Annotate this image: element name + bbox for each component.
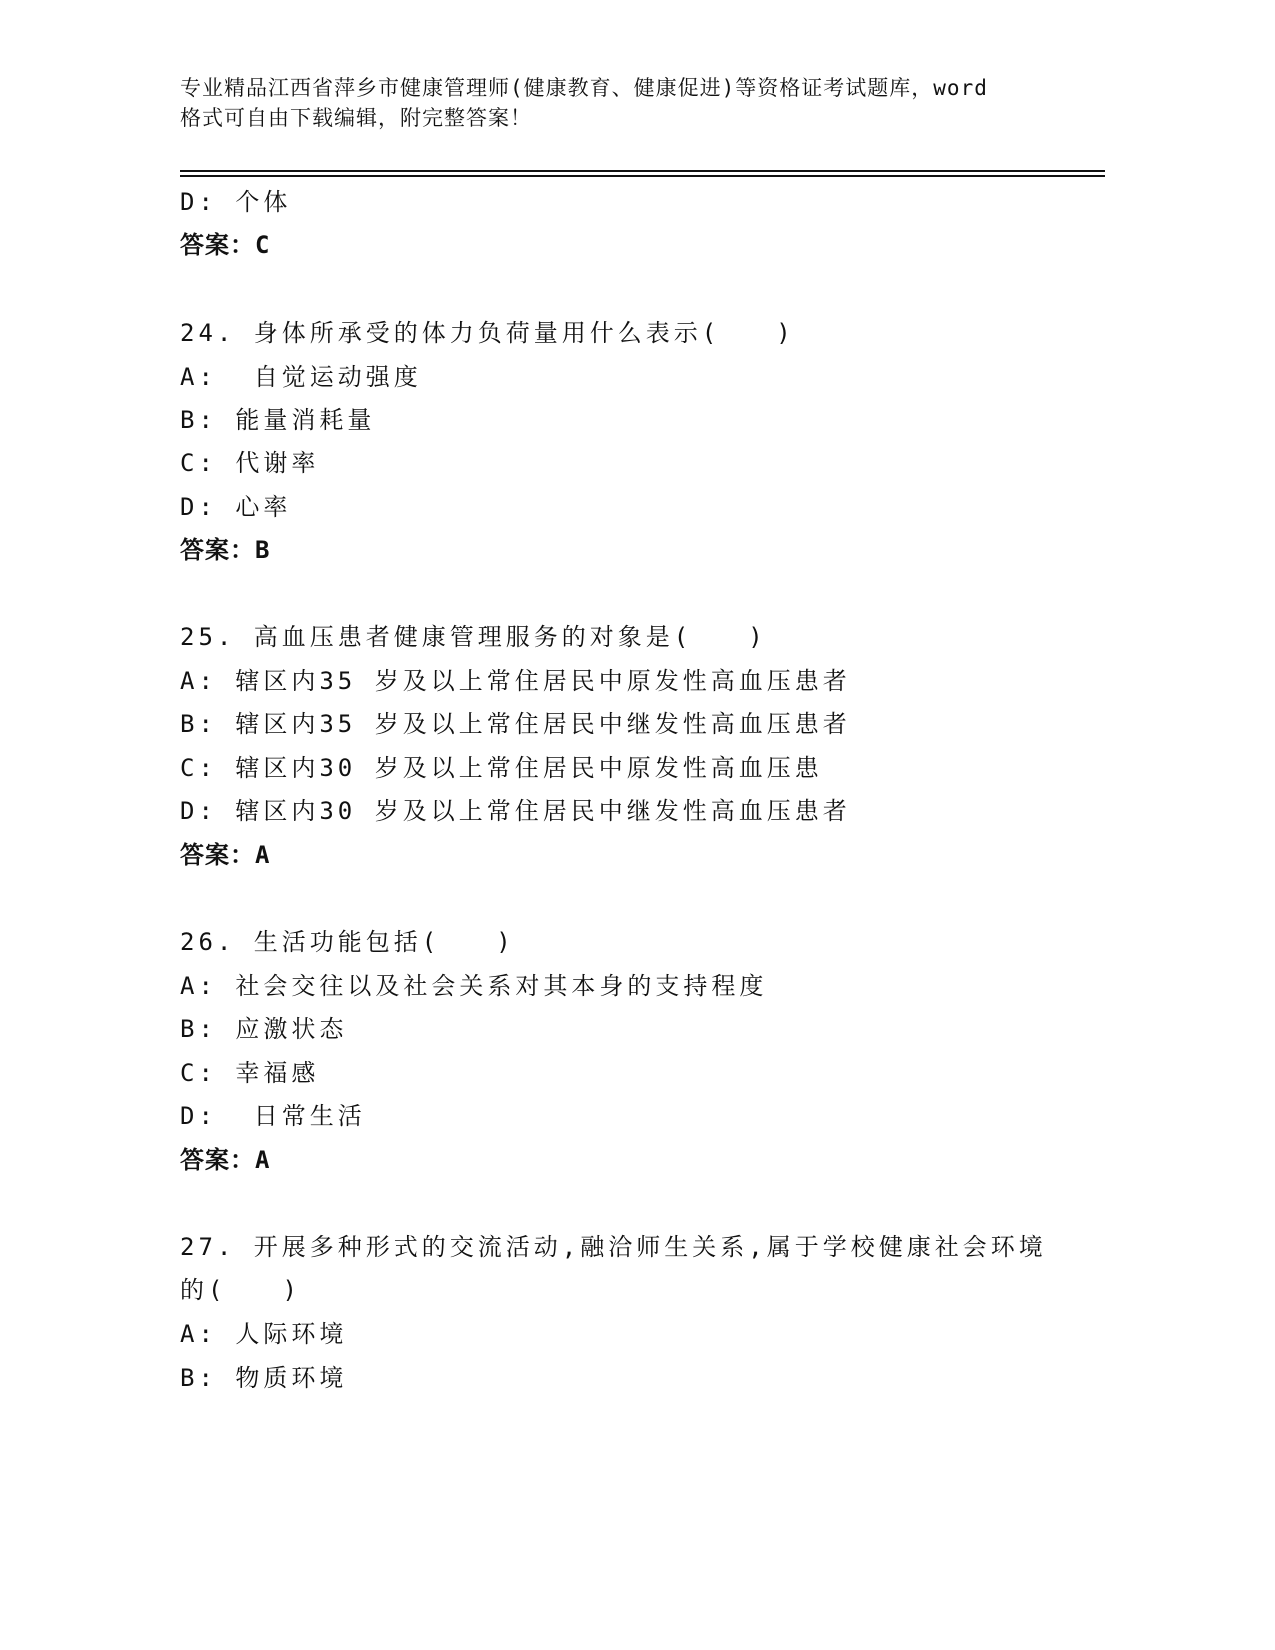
question-27-continued: 的( ) <box>180 1276 301 1304</box>
document-header-line-2: 格式可自由下载编辑，附完整答案！ <box>180 106 532 130</box>
option-c: C: 辖区内30 岁及以上常住居民中原发性高血压患 <box>180 754 823 782</box>
option-c: C: 幸福感 <box>180 1059 320 1087</box>
option-a: A: 人际环境 <box>180 1320 348 1348</box>
option-d: D: 辖区内30 岁及以上常住居民中继发性高血压患者 <box>180 797 851 825</box>
question-26: 26. 生活功能包括( ) <box>180 928 515 956</box>
option-a: A: 自觉运动强度 <box>180 363 422 391</box>
option-b: B: 应激状态 <box>180 1015 348 1043</box>
answer: 答案：A <box>180 841 271 869</box>
option-c: C: 代谢率 <box>180 449 320 477</box>
answer: 答案：A <box>180 1146 271 1174</box>
option-a: A: 辖区内35 岁及以上常住居民中原发性高血压患者 <box>180 667 851 695</box>
header-divider-2 <box>180 175 1105 177</box>
question-24: 24. 身体所承受的体力负荷量用什么表示( ) <box>180 319 795 347</box>
document-header-line-1: 专业精品江西省萍乡市健康管理师(健康教育、健康促进)等资格证考试题库，word <box>180 76 988 100</box>
answer: 答案：B <box>180 536 271 564</box>
option-d: D: 个体 <box>180 188 292 216</box>
option-d: D: 日常生活 <box>180 1102 366 1130</box>
option-b: B: 辖区内35 岁及以上常住居民中继发性高血压患者 <box>180 710 851 738</box>
question-27: 27. 开展多种形式的交流活动,融洽师生关系,属于学校健康社会环境 <box>180 1233 1047 1261</box>
question-25: 25. 高血压患者健康管理服务的对象是( ) <box>180 623 767 651</box>
option-b: B: 物质环境 <box>180 1364 348 1392</box>
option-a: A: 社会交往以及社会关系对其本身的支持程度 <box>180 972 768 1000</box>
option-b: B: 能量消耗量 <box>180 406 376 434</box>
answer: 答案：C <box>180 231 271 259</box>
option-d: D: 心率 <box>180 493 292 521</box>
header-divider <box>180 170 1105 172</box>
